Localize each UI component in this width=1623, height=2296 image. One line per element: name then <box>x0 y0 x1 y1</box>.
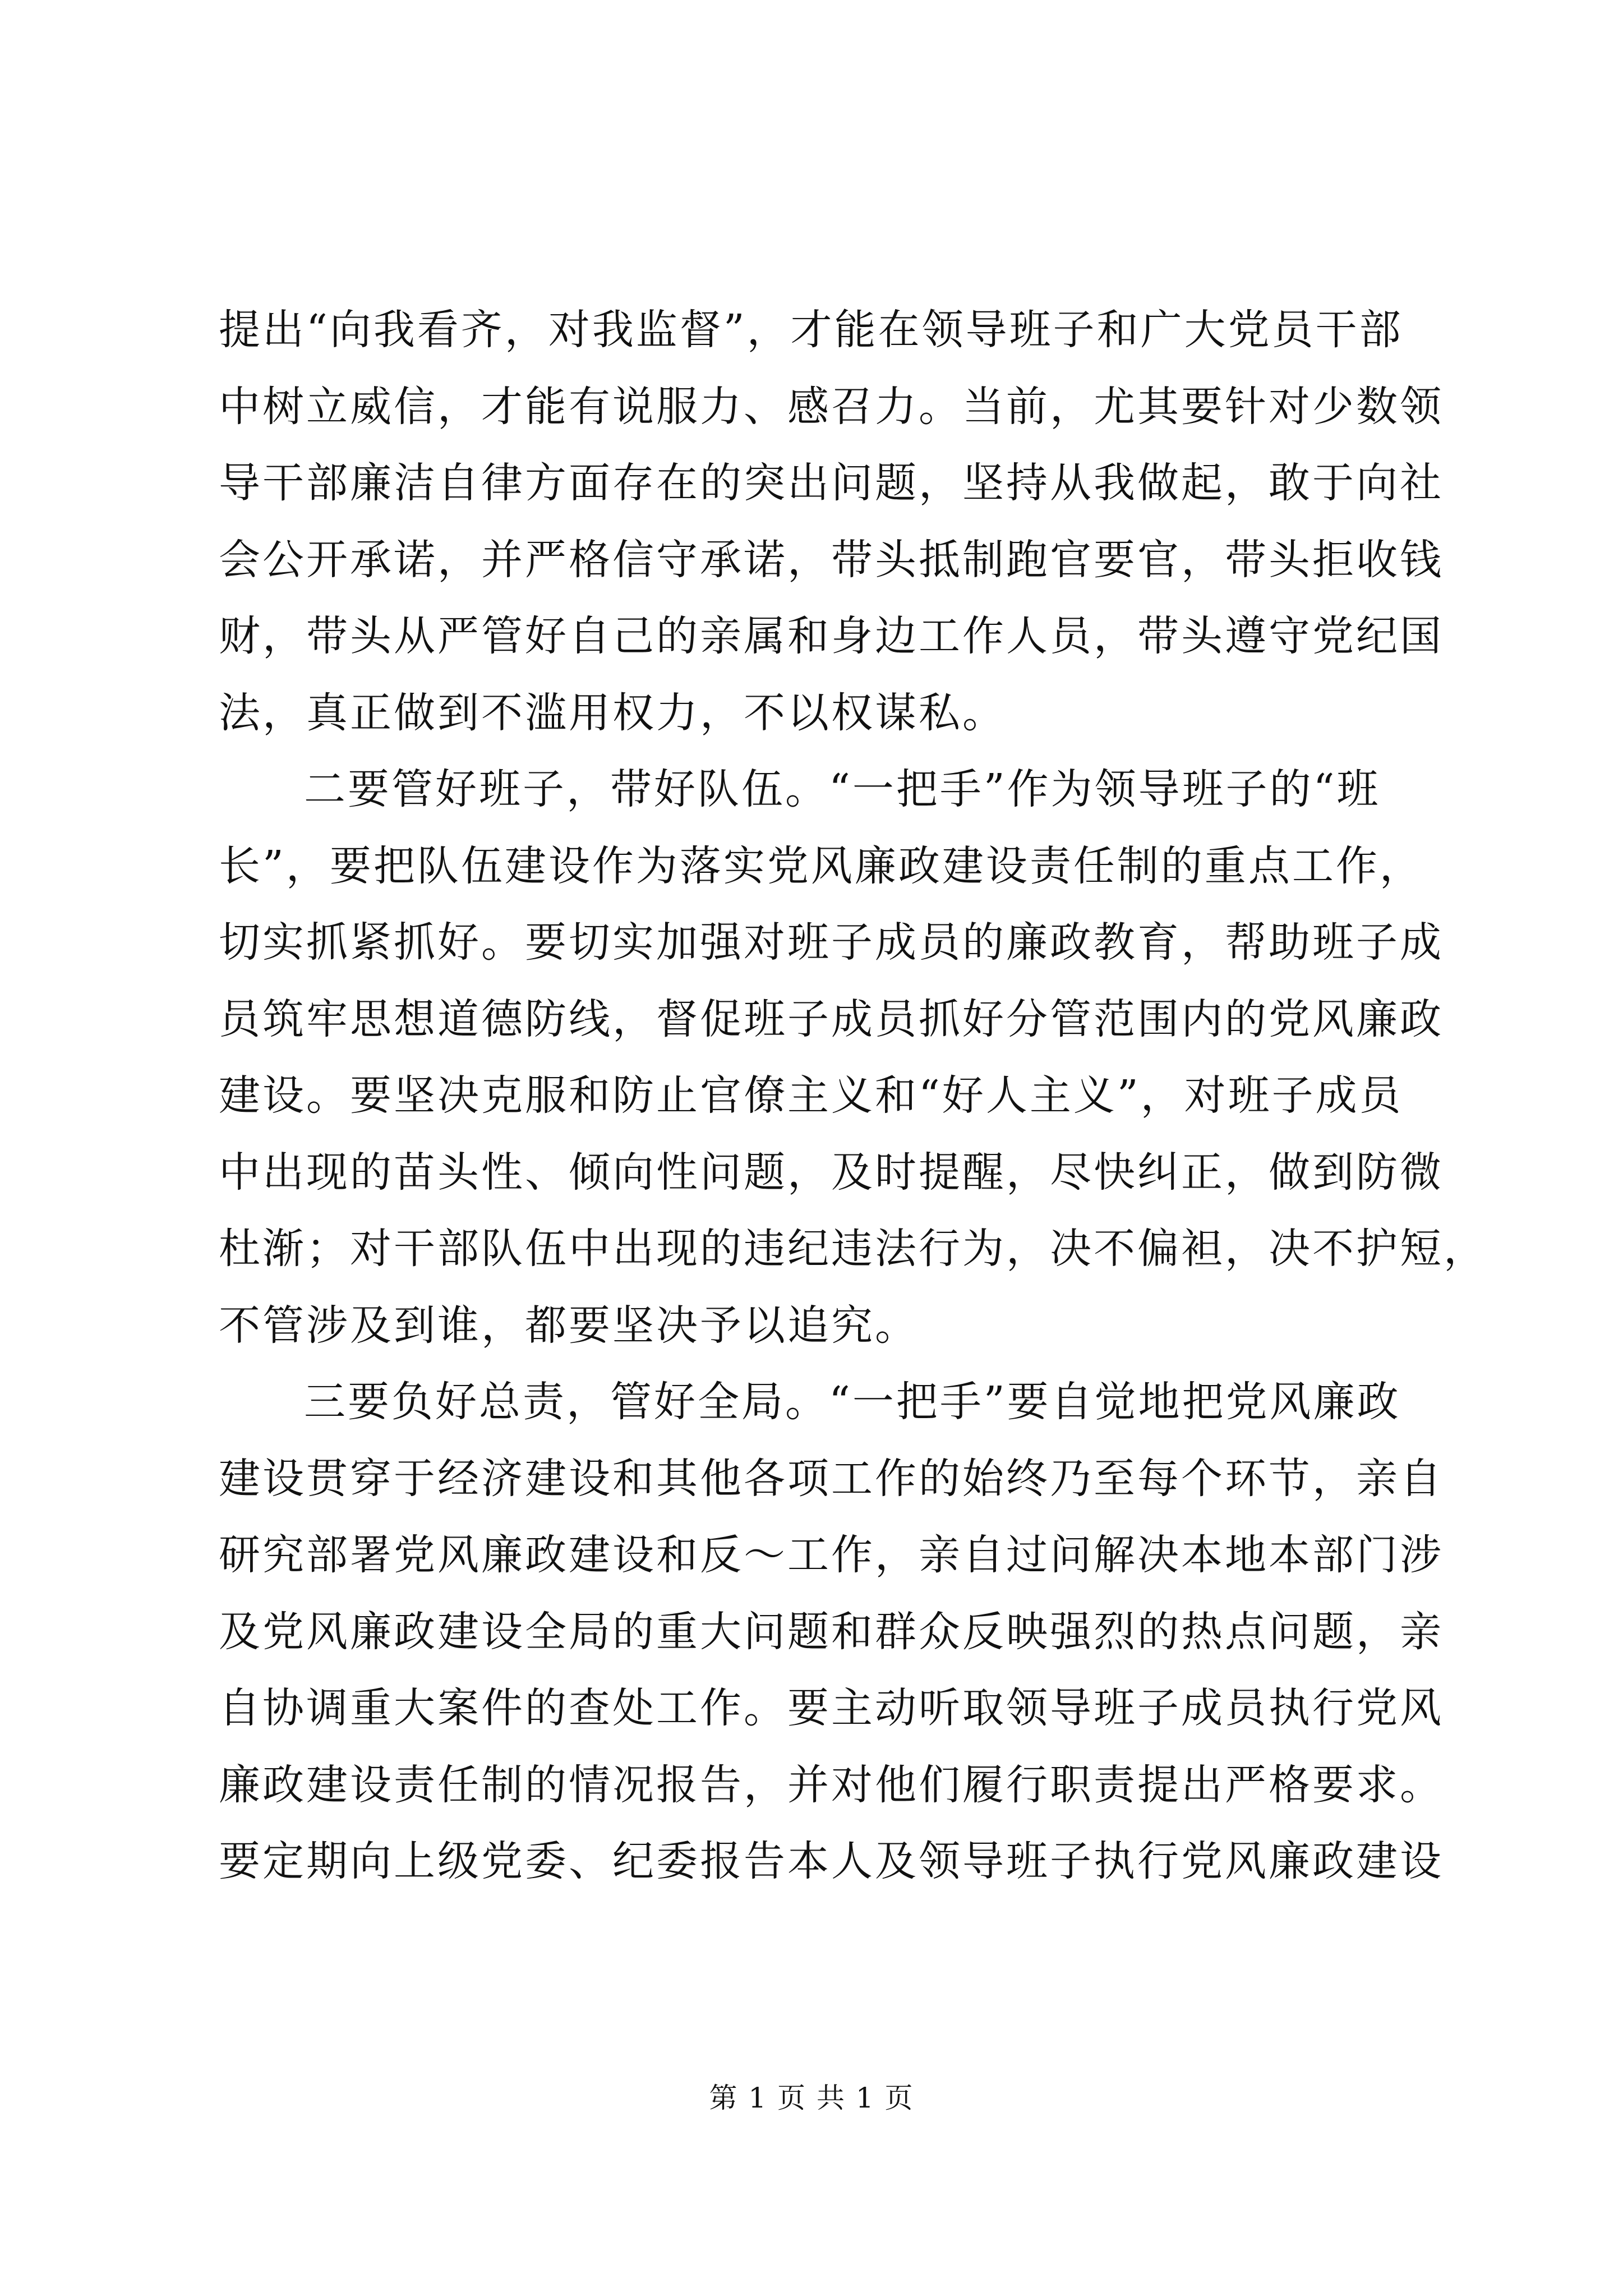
paragraph-start-line: 二要管好班子，带好队伍。“一把手”作为领导班子的“班 <box>304 765 1381 813</box>
text-line: 要定期向上级党委、纪委报告本人及领导班子执行党风廉政建设 <box>219 1837 1444 1885</box>
text-line: 中树立威信，才能有说服力、感召力。当前，尤其要针对少数领 <box>219 382 1444 431</box>
text-line: 廉政建设责任制的情况报告，并对他们履行职责提出严格要求。 <box>219 1760 1444 1809</box>
text-line: 会公开承诺，并严格信守承诺，带头抵制跑官要官，带头拒收钱 <box>219 535 1444 584</box>
text-line: 及党风廉政建设全局的重大问题和群众反映强烈的热点问题，亲 <box>219 1607 1444 1656</box>
page-footer: 第 1 页 共 1 页 <box>709 2082 914 2114</box>
text-line: 切实抓紧抓好。要切实加强对班子成员的廉政教育，帮助班子成 <box>219 918 1444 967</box>
paragraph-start-line: 三要负好总责，管好全局。“一把手”要自觉地把党风廉政 <box>304 1378 1401 1426</box>
text-line: 财，带头从严管好自己的亲属和身边工作人员，带头遵守党纪国 <box>219 612 1444 660</box>
text-line: 中出现的苗头性、倾向性问题，及时提醒，尽快纠正，做到防微 <box>219 1148 1444 1197</box>
text-line: 自协调重大案件的查处工作。要主动听取领导班子成员执行党风 <box>219 1684 1444 1732</box>
body-text <box>219 292 1487 1900</box>
text-line: 研究部署党风廉政建设和反～工作，亲自过问解决本地本部门涉 <box>219 1531 1444 1579</box>
text-line: 长”，要把队伍建设作为落实党风廉政建设责任制的重点工作， <box>219 841 1423 890</box>
text-line: 导干部廉洁自律方面存在的突出问题，坚持从我做起，敢于向社 <box>219 459 1444 507</box>
text-line: 杜渐；对干部队伍中出现的违纪违法行为，决不偏袒，决不护短， <box>219 1225 1487 1273</box>
text-line: 建设。要坚决克服和防止官僚主义和“好人主义”，对班子成员 <box>219 1071 1403 1120</box>
text-line: 法，真正做到不滥用权力，不以权谋私。 <box>219 688 1006 737</box>
text-line: 员筑牢思想道德防线，督促班子成员抓好分管范围内的党风廉政 <box>219 995 1444 1043</box>
text-line: 建设贯穿于经济建设和其他各项工作的始终乃至每个环节，亲自 <box>219 1454 1444 1503</box>
text-line: 提出“向我看齐，对我监督”，才能在领导班子和广大党员干部 <box>219 306 1403 354</box>
text-line: 不管涉及到谁，都要坚决予以追究。 <box>219 1301 919 1350</box>
